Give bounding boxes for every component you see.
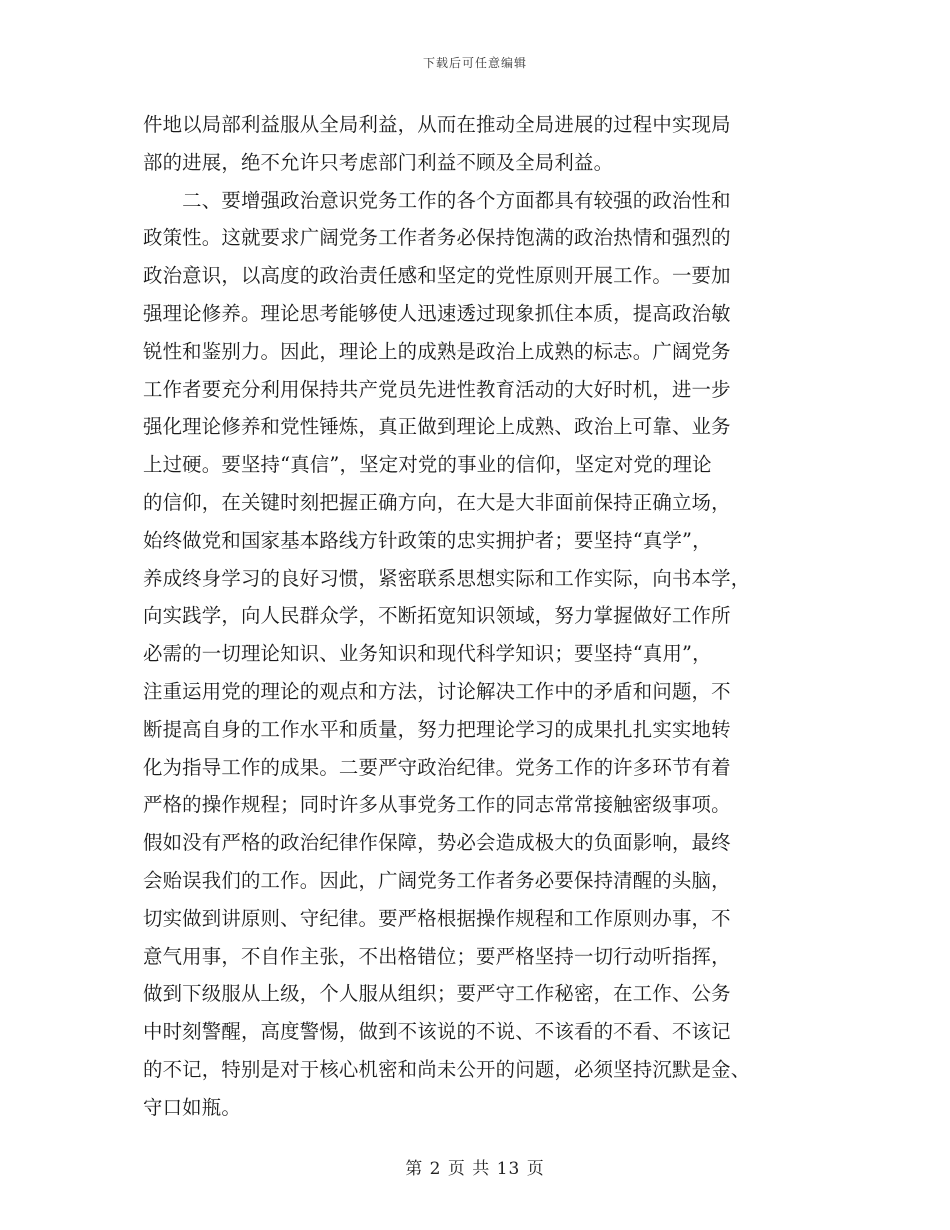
text-line: 做到下级服从上级，个人服从组织；要严守工作秘密，在工作、公务 bbox=[143, 982, 731, 1006]
text-line: 会贻误我们的工作。因此，广阔党务工作者务必要保持清醒的头脑， bbox=[143, 868, 731, 892]
text-line: 断提高自身的工作水平和质量，努力把理论学习的成果扎扎实实地转 bbox=[143, 717, 731, 741]
page-footer: 第 2 页 共 13 页 bbox=[405, 1159, 545, 1179]
header-note: 下载后可任意编辑 bbox=[422, 56, 527, 70]
text-line: 政策性。这就要求广阔党务工作者务必保持饱满的政治热情和强烈的 bbox=[143, 226, 731, 250]
text-line: 件地以局部利益服从全局利益，从而在推动全局进展的过程中实现局 bbox=[143, 113, 731, 136]
text-line: 切实做到讲原则、守纪律。要严格根据操作规程和工作原则办事，不 bbox=[143, 906, 731, 930]
text-line: 化为指导工作的成果。二要严守政治纪律。党务工作的许多环节有着 bbox=[143, 755, 731, 779]
text-line: 注重运用党的理论的观点和方法，讨论解决工作中的矛盾和问题，不 bbox=[143, 679, 731, 703]
text-line: 中时刻警醒，高度警惕，做到不该说的不说、不该看的不看、不该记 bbox=[143, 1020, 731, 1044]
text-line: 工作者要充分利用保持共产党员先进性教育活动的大好时机，进一步 bbox=[143, 377, 731, 401]
text-line: 守口如瓶。 bbox=[143, 1095, 241, 1119]
text-line: 严格的操作规程；同时许多从事党务工作的同志常常接触密级事项。 bbox=[143, 793, 731, 817]
text-line: 的信仰，在关键时刻把握正确方向，在大是大非面前保持正确立场， bbox=[143, 490, 731, 514]
text-line: 的不记，特别是对于核心机密和尚未公开的问题，必须坚持沉默是金、 bbox=[143, 1057, 751, 1081]
text-line: 强理论修养。理论思考能够使人迅速透过现象抓住本质，提高政治敏 bbox=[143, 301, 731, 325]
text-line: 意气用事，不自作主张，不出格错位；要严格坚持一切行动听指挥， bbox=[143, 944, 731, 968]
text-line: 假如没有严格的政治纪律作保障，势必会造成极大的负面影响，最终 bbox=[143, 831, 731, 855]
text-line: 上过硬。要坚持“真信”，坚定对党的事业的信仰，坚定对党的理论 bbox=[143, 453, 712, 477]
text-line: 始终做党和国家基本路线方针政策的忠实拥护者；要坚持“真学”， bbox=[143, 528, 712, 552]
text-line: 强化理论修养和党性锤炼，真正做到理论上成熟、政治上可靠、业务 bbox=[143, 415, 731, 439]
text-line: 养成终身学习的良好习惯，紧密联系思想实际和工作实际，向书本学， bbox=[143, 566, 751, 590]
text-line: 锐性和鉴别力。因此，理论上的成熟是政治上成熟的标志。广阔党务 bbox=[143, 339, 731, 363]
text-line: 必需的一切理论知识、业务知识和现代科学知识；要坚持“真用”， bbox=[143, 642, 712, 666]
text-line: 向实践学，向人民群众学，不断拓宽知识领域，努力掌握做好工作所 bbox=[143, 604, 731, 628]
text-line: 政治意识，以高度的政治责任感和坚定的党性原则开展工作。一要加 bbox=[143, 264, 731, 288]
text-line: 部的进展，绝不允许只考虑部门利益不顾及全局利益。 bbox=[143, 150, 614, 174]
text-line: 二、要增强政治意识党务工作的各个方面都具有较强的政治性和 bbox=[143, 188, 731, 212]
document-body bbox=[143, 106, 807, 1127]
